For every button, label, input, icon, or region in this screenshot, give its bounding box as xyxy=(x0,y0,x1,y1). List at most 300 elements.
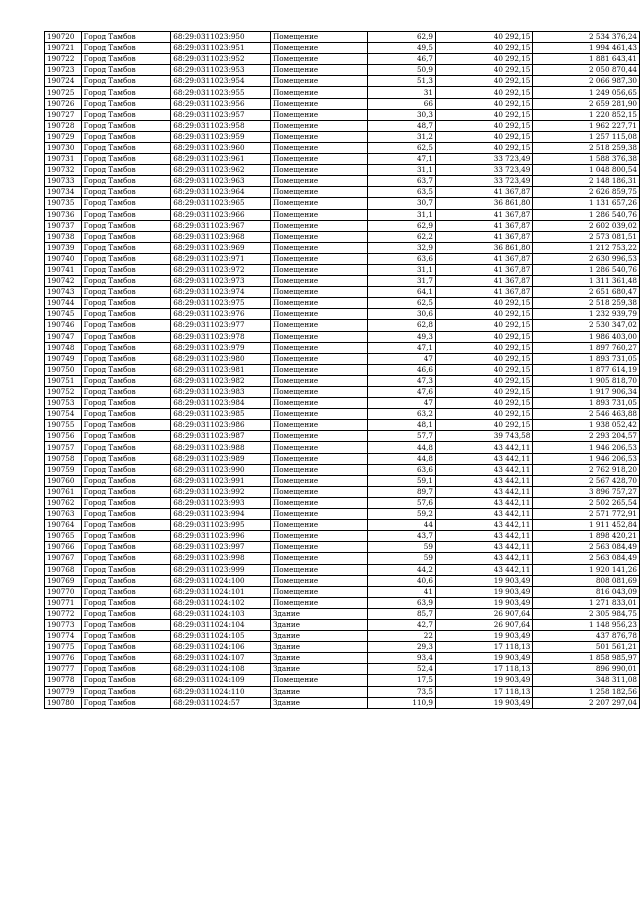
cadastral-number-cell: 68:29:0311023:956 xyxy=(171,98,271,109)
cadastral-value-cell: 348 311,08 xyxy=(533,675,640,686)
cadastral-value-cell: 2 546 463,88 xyxy=(533,409,640,420)
cadastral-value-cell: 2 534 376,24 xyxy=(533,32,640,43)
city-cell: Город Тамбов xyxy=(81,475,171,486)
area-cell: 57,6 xyxy=(368,497,436,508)
specific-value-cell: 40 292,15 xyxy=(435,120,532,131)
table-row xyxy=(45,220,640,231)
city-cell: Город Тамбов xyxy=(81,320,171,331)
row-number-cell: 190770 xyxy=(45,586,82,597)
table-row xyxy=(45,442,640,453)
city-cell: Город Тамбов xyxy=(81,65,171,76)
table-row xyxy=(45,76,640,87)
object-type-cell: Здание xyxy=(270,664,367,675)
city-cell: Город Тамбов xyxy=(81,298,171,309)
specific-value-cell: 17 118,13 xyxy=(435,686,532,697)
row-number-cell: 190737 xyxy=(45,220,82,231)
specific-value-cell: 19 903,49 xyxy=(435,631,532,642)
area-cell: 48,7 xyxy=(368,120,436,131)
object-type-cell: Помещение xyxy=(270,253,367,264)
city-cell: Город Тамбов xyxy=(81,675,171,686)
city-cell: Город Тамбов xyxy=(81,287,171,298)
row-number-cell: 190775 xyxy=(45,642,82,653)
object-type-cell: Помещение xyxy=(270,176,367,187)
city-cell: Город Тамбов xyxy=(81,686,171,697)
area-cell: 31,2 xyxy=(368,131,436,142)
cadastral-value-cell: 2 066 987,30 xyxy=(533,76,640,87)
specific-value-cell: 40 292,15 xyxy=(435,98,532,109)
object-type-cell: Здание xyxy=(270,686,367,697)
object-type-cell: Здание xyxy=(270,608,367,619)
area-cell: 62,5 xyxy=(368,142,436,153)
row-number-cell: 190777 xyxy=(45,664,82,675)
area-cell: 49,3 xyxy=(368,331,436,342)
table-row xyxy=(45,353,640,364)
city-cell: Город Тамбов xyxy=(81,387,171,398)
cadastral-number-cell: 68:29:0311023:986 xyxy=(171,420,271,431)
cadastral-number-cell: 68:29:0311023:954 xyxy=(171,76,271,87)
table-row xyxy=(45,187,640,198)
city-cell: Город Тамбов xyxy=(81,142,171,153)
specific-value-cell: 26 907,64 xyxy=(435,619,532,630)
table-row xyxy=(45,509,640,520)
row-number-cell: 190742 xyxy=(45,276,82,287)
object-type-cell: Помещение xyxy=(270,131,367,142)
table-row xyxy=(45,231,640,242)
city-cell: Город Тамбов xyxy=(81,32,171,43)
object-type-cell: Помещение xyxy=(270,142,367,153)
object-type-cell: Помещение xyxy=(270,586,367,597)
cadastral-value-cell: 3 896 757,27 xyxy=(533,486,640,497)
cadastral-number-cell: 68:29:0311024:103 xyxy=(171,608,271,619)
table-row xyxy=(45,242,640,253)
city-cell: Город Тамбов xyxy=(81,486,171,497)
specific-value-cell: 40 292,15 xyxy=(435,387,532,398)
cadastral-number-cell: 68:29:0311023:992 xyxy=(171,486,271,497)
object-type-cell: Помещение xyxy=(270,54,367,65)
city-cell: Город Тамбов xyxy=(81,231,171,242)
cadastral-value-cell: 437 876,78 xyxy=(533,631,640,642)
table-row xyxy=(45,420,640,431)
area-cell: 51,3 xyxy=(368,76,436,87)
cadastral-value-cell: 2 518 259,38 xyxy=(533,298,640,309)
cadastral-number-cell: 68:29:0311023:959 xyxy=(171,131,271,142)
area-cell: 44,2 xyxy=(368,564,436,575)
row-number-cell: 190767 xyxy=(45,553,82,564)
cadastral-number-cell: 68:29:0311023:968 xyxy=(171,231,271,242)
object-type-cell: Помещение xyxy=(270,309,367,320)
row-number-cell: 190723 xyxy=(45,65,82,76)
area-cell: 93,4 xyxy=(368,653,436,664)
cadastral-number-cell: 68:29:0311023:989 xyxy=(171,453,271,464)
city-cell: Город Тамбов xyxy=(81,664,171,675)
object-type-cell: Помещение xyxy=(270,475,367,486)
object-type-cell: Помещение xyxy=(270,486,367,497)
cadastral-number-cell: 68:29:0311023:998 xyxy=(171,553,271,564)
object-type-cell: Помещение xyxy=(270,120,367,131)
cadastral-number-cell: 68:29:0311023:972 xyxy=(171,264,271,275)
area-cell: 29,3 xyxy=(368,642,436,653)
cadastral-value-cell: 2 502 265,54 xyxy=(533,497,640,508)
area-cell: 47 xyxy=(368,398,436,409)
cadastral-value-cell: 1 271 833,01 xyxy=(533,597,640,608)
area-cell: 63,6 xyxy=(368,253,436,264)
cadastral-value-cell: 1 249 056,65 xyxy=(533,87,640,98)
object-type-cell: Помещение xyxy=(270,342,367,353)
city-cell: Город Тамбов xyxy=(81,264,171,275)
cadastral-value-cell: 1 897 760,27 xyxy=(533,342,640,353)
object-type-cell: Здание xyxy=(270,619,367,630)
cadastral-value-cell: 2 762 918,20 xyxy=(533,464,640,475)
cadastral-number-cell: 68:29:0311023:996 xyxy=(171,531,271,542)
object-type-cell: Помещение xyxy=(270,187,367,198)
cadastral-value-cell: 1 893 731,05 xyxy=(533,353,640,364)
cadastral-value-cell: 1 917 906,34 xyxy=(533,387,640,398)
row-number-cell: 190760 xyxy=(45,475,82,486)
cadastral-value-cell: 2 630 996,53 xyxy=(533,253,640,264)
specific-value-cell: 33 723,49 xyxy=(435,165,532,176)
cadastral-number-cell: 68:29:0311024:108 xyxy=(171,664,271,675)
city-cell: Город Тамбов xyxy=(81,209,171,220)
specific-value-cell: 40 292,15 xyxy=(435,409,532,420)
area-cell: 46,6 xyxy=(368,364,436,375)
table-row xyxy=(45,320,640,331)
cadastral-number-cell: 68:29:0311023:962 xyxy=(171,165,271,176)
cadastral-number-cell: 68:29:0311023:991 xyxy=(171,475,271,486)
specific-value-cell: 40 292,15 xyxy=(435,142,532,153)
specific-value-cell: 33 723,49 xyxy=(435,176,532,187)
area-cell: 22 xyxy=(368,631,436,642)
object-type-cell: Помещение xyxy=(270,287,367,298)
specific-value-cell: 40 292,15 xyxy=(435,331,532,342)
area-cell: 64,1 xyxy=(368,287,436,298)
object-type-cell: Помещение xyxy=(270,575,367,586)
cadastral-value-cell: 1 994 461,43 xyxy=(533,43,640,54)
table-row xyxy=(45,586,640,597)
cadastral-number-cell: 68:29:0311023:973 xyxy=(171,276,271,287)
row-number-cell: 190748 xyxy=(45,342,82,353)
city-cell: Город Тамбов xyxy=(81,43,171,54)
row-number-cell: 190780 xyxy=(45,697,82,708)
object-type-cell: Помещение xyxy=(270,264,367,275)
object-type-cell: Помещение xyxy=(270,276,367,287)
table-row xyxy=(45,387,640,398)
city-cell: Город Тамбов xyxy=(81,453,171,464)
city-cell: Город Тамбов xyxy=(81,442,171,453)
cadastral-number-cell: 68:29:0311023:950 xyxy=(171,32,271,43)
table-row xyxy=(45,54,640,65)
city-cell: Город Тамбов xyxy=(81,520,171,531)
area-cell: 41 xyxy=(368,586,436,597)
object-type-cell: Помещение xyxy=(270,497,367,508)
city-cell: Город Тамбов xyxy=(81,131,171,142)
cadastral-number-cell: 68:29:0311024:102 xyxy=(171,597,271,608)
cadastral-value-cell: 2 563 084,49 xyxy=(533,542,640,553)
specific-value-cell: 19 903,49 xyxy=(435,597,532,608)
cadastral-number-cell: 68:29:0311023:958 xyxy=(171,120,271,131)
city-cell: Город Тамбов xyxy=(81,54,171,65)
cadastral-number-cell: 68:29:0311024:101 xyxy=(171,586,271,597)
row-number-cell: 190750 xyxy=(45,364,82,375)
city-cell: Город Тамбов xyxy=(81,276,171,287)
object-type-cell: Помещение xyxy=(270,597,367,608)
cadastral-value-cell: 1 877 614,19 xyxy=(533,364,640,375)
cadastral-number-cell: 68:29:0311023:990 xyxy=(171,464,271,475)
table-row xyxy=(45,697,640,708)
row-number-cell: 190728 xyxy=(45,120,82,131)
city-cell: Город Тамбов xyxy=(81,497,171,508)
row-number-cell: 190771 xyxy=(45,597,82,608)
object-type-cell: Помещение xyxy=(270,353,367,364)
cadastral-value-cell: 1 920 141,26 xyxy=(533,564,640,575)
specific-value-cell: 43 442,11 xyxy=(435,553,532,564)
specific-value-cell: 43 442,11 xyxy=(435,520,532,531)
object-type-cell: Помещение xyxy=(270,420,367,431)
cadastral-number-cell: 68:29:0311023:952 xyxy=(171,54,271,65)
specific-value-cell: 19 903,49 xyxy=(435,697,532,708)
table-row xyxy=(45,120,640,131)
area-cell: 63,5 xyxy=(368,187,436,198)
row-number-cell: 190759 xyxy=(45,464,82,475)
table-row xyxy=(45,309,640,320)
city-cell: Город Тамбов xyxy=(81,420,171,431)
specific-value-cell: 43 442,11 xyxy=(435,442,532,453)
specific-value-cell: 40 292,15 xyxy=(435,43,532,54)
row-number-cell: 190751 xyxy=(45,375,82,386)
table-row xyxy=(45,276,640,287)
area-cell: 73,5 xyxy=(368,686,436,697)
cadastral-number-cell: 68:29:0311023:977 xyxy=(171,320,271,331)
specific-value-cell: 19 903,49 xyxy=(435,586,532,597)
table-row xyxy=(45,176,640,187)
row-number-cell: 190769 xyxy=(45,575,82,586)
cadastral-number-cell: 68:29:0311023:979 xyxy=(171,342,271,353)
area-cell: 50,9 xyxy=(368,65,436,76)
area-cell: 59,2 xyxy=(368,509,436,520)
cadastral-number-cell: 68:29:0311023:960 xyxy=(171,142,271,153)
cadastral-number-cell: 68:29:0311023:951 xyxy=(171,43,271,54)
table-row xyxy=(45,87,640,98)
table-row xyxy=(45,375,640,386)
cadastral-value-cell: 1 258 182,56 xyxy=(533,686,640,697)
cadastral-number-cell: 68:29:0311024:105 xyxy=(171,631,271,642)
row-number-cell: 190729 xyxy=(45,131,82,142)
area-cell: 32,9 xyxy=(368,242,436,253)
row-number-cell: 190758 xyxy=(45,453,82,464)
row-number-cell: 190727 xyxy=(45,109,82,120)
object-type-cell: Помещение xyxy=(270,198,367,209)
row-number-cell: 190726 xyxy=(45,98,82,109)
specific-value-cell: 40 292,15 xyxy=(435,309,532,320)
object-type-cell: Помещение xyxy=(270,431,367,442)
row-number-cell: 190774 xyxy=(45,631,82,642)
row-number-cell: 190765 xyxy=(45,531,82,542)
city-cell: Город Тамбов xyxy=(81,220,171,231)
table-row xyxy=(45,131,640,142)
table-row xyxy=(45,398,640,409)
row-number-cell: 190743 xyxy=(45,287,82,298)
area-cell: 30,3 xyxy=(368,109,436,120)
city-cell: Город Тамбов xyxy=(81,575,171,586)
specific-value-cell: 17 118,13 xyxy=(435,664,532,675)
specific-value-cell: 40 292,15 xyxy=(435,65,532,76)
area-cell: 62,5 xyxy=(368,298,436,309)
area-cell: 31,1 xyxy=(368,165,436,176)
cadastral-value-cell: 2 050 870,44 xyxy=(533,65,640,76)
cadastral-value-cell: 2 659 281,90 xyxy=(533,98,640,109)
cadastral-number-cell: 68:29:0311024:100 xyxy=(171,575,271,586)
cadastral-value-cell: 1 286 540,76 xyxy=(533,264,640,275)
specific-value-cell: 43 442,11 xyxy=(435,542,532,553)
specific-value-cell: 40 292,15 xyxy=(435,320,532,331)
row-number-cell: 190733 xyxy=(45,176,82,187)
table-row xyxy=(45,553,640,564)
cadastral-value-cell: 1 946 206,53 xyxy=(533,453,640,464)
specific-value-cell: 40 292,15 xyxy=(435,76,532,87)
row-number-cell: 190724 xyxy=(45,76,82,87)
cadastral-value-cell: 1 131 657,26 xyxy=(533,198,640,209)
city-cell: Город Тамбов xyxy=(81,398,171,409)
row-number-cell: 190740 xyxy=(45,253,82,264)
cadastral-value-cell: 2 626 859,75 xyxy=(533,187,640,198)
city-cell: Город Тамбов xyxy=(81,631,171,642)
cadastral-number-cell: 68:29:0311023:983 xyxy=(171,387,271,398)
object-type-cell: Помещение xyxy=(270,43,367,54)
area-cell: 30,6 xyxy=(368,309,436,320)
area-cell: 47 xyxy=(368,353,436,364)
row-number-cell: 190720 xyxy=(45,32,82,43)
cadastral-number-cell: 68:29:0311023:965 xyxy=(171,198,271,209)
object-type-cell: Помещение xyxy=(270,387,367,398)
table-row xyxy=(45,520,640,531)
cadastral-value-cell: 1 220 852,15 xyxy=(533,109,640,120)
object-type-cell: Помещение xyxy=(270,98,367,109)
cadastral-number-cell: 68:29:0311023:975 xyxy=(171,298,271,309)
table-row xyxy=(45,653,640,664)
row-number-cell: 190734 xyxy=(45,187,82,198)
object-type-cell: Помещение xyxy=(270,209,367,220)
area-cell: 59,1 xyxy=(368,475,436,486)
row-number-cell: 190731 xyxy=(45,154,82,165)
cadastral-number-cell: 68:29:0311023:964 xyxy=(171,187,271,198)
area-cell: 63,9 xyxy=(368,597,436,608)
city-cell: Город Тамбов xyxy=(81,553,171,564)
object-type-cell: Помещение xyxy=(270,154,367,165)
object-type-cell: Помещение xyxy=(270,442,367,453)
cadastral-value-cell: 896 990,01 xyxy=(533,664,640,675)
city-cell: Город Тамбов xyxy=(81,154,171,165)
area-cell: 47,6 xyxy=(368,387,436,398)
cadastral-number-cell: 68:29:0311023:997 xyxy=(171,542,271,553)
specific-value-cell: 26 907,64 xyxy=(435,608,532,619)
object-type-cell: Помещение xyxy=(270,32,367,43)
specific-value-cell: 19 903,49 xyxy=(435,675,532,686)
row-number-cell: 190755 xyxy=(45,420,82,431)
object-type-cell: Помещение xyxy=(270,409,367,420)
object-type-cell: Помещение xyxy=(270,109,367,120)
city-cell: Город Тамбов xyxy=(81,597,171,608)
table-row xyxy=(45,608,640,619)
table-row xyxy=(45,209,640,220)
table-row xyxy=(45,664,640,675)
table-row xyxy=(45,564,640,575)
table-row xyxy=(45,486,640,497)
area-cell: 43,7 xyxy=(368,531,436,542)
row-number-cell: 190772 xyxy=(45,608,82,619)
area-cell: 85,7 xyxy=(368,608,436,619)
table-row xyxy=(45,364,640,375)
specific-value-cell: 40 292,15 xyxy=(435,54,532,65)
area-cell: 89,7 xyxy=(368,486,436,497)
cadastral-number-cell: 68:29:0311023:978 xyxy=(171,331,271,342)
object-type-cell: Здание xyxy=(270,631,367,642)
specific-value-cell: 41 367,87 xyxy=(435,187,532,198)
specific-value-cell: 41 367,87 xyxy=(435,287,532,298)
area-cell: 42,7 xyxy=(368,619,436,630)
object-type-cell: Здание xyxy=(270,642,367,653)
row-number-cell: 190736 xyxy=(45,209,82,220)
city-cell: Город Тамбов xyxy=(81,198,171,209)
specific-value-cell: 40 292,15 xyxy=(435,298,532,309)
area-cell: 31,7 xyxy=(368,276,436,287)
object-type-cell: Помещение xyxy=(270,453,367,464)
row-number-cell: 190738 xyxy=(45,231,82,242)
object-type-cell: Помещение xyxy=(270,65,367,76)
row-number-cell: 190753 xyxy=(45,398,82,409)
table-row xyxy=(45,253,640,264)
table-row xyxy=(45,409,640,420)
area-cell: 63,2 xyxy=(368,409,436,420)
specific-value-cell: 17 118,13 xyxy=(435,642,532,653)
cadastral-number-cell: 68:29:0311023:980 xyxy=(171,353,271,364)
object-type-cell: Помещение xyxy=(270,398,367,409)
cadastral-number-cell: 68:29:0311024:57 xyxy=(171,697,271,708)
row-number-cell: 190749 xyxy=(45,353,82,364)
specific-value-cell: 40 292,15 xyxy=(435,87,532,98)
specific-value-cell: 41 367,87 xyxy=(435,264,532,275)
row-number-cell: 190744 xyxy=(45,298,82,309)
specific-value-cell: 43 442,11 xyxy=(435,564,532,575)
cadastral-value-cell: 1 938 052,42 xyxy=(533,420,640,431)
table-row xyxy=(45,453,640,464)
table-row xyxy=(45,287,640,298)
city-cell: Город Тамбов xyxy=(81,642,171,653)
row-number-cell: 190757 xyxy=(45,442,82,453)
cadastral-value-cell: 1 905 818,70 xyxy=(533,375,640,386)
cadastral-number-cell: 68:29:0311024:110 xyxy=(171,686,271,697)
object-type-cell: Помещение xyxy=(270,242,367,253)
cadastral-value-cell: 2 293 204,57 xyxy=(533,431,640,442)
area-cell: 46,7 xyxy=(368,54,436,65)
object-type-cell: Здание xyxy=(270,697,367,708)
table-row xyxy=(45,154,640,165)
table-row xyxy=(45,32,640,43)
city-cell: Город Тамбов xyxy=(81,431,171,442)
city-cell: Город Тамбов xyxy=(81,342,171,353)
cadastral-value-cell: 1 212 753,22 xyxy=(533,242,640,253)
city-cell: Город Тамбов xyxy=(81,586,171,597)
object-type-cell: Помещение xyxy=(270,220,367,231)
row-number-cell: 190722 xyxy=(45,54,82,65)
area-cell: 48,1 xyxy=(368,420,436,431)
specific-value-cell: 40 292,15 xyxy=(435,109,532,120)
row-number-cell: 190778 xyxy=(45,675,82,686)
city-cell: Город Тамбов xyxy=(81,176,171,187)
area-cell: 63,7 xyxy=(368,176,436,187)
specific-value-cell: 41 367,87 xyxy=(435,209,532,220)
cadastral-number-cell: 68:29:0311024:107 xyxy=(171,653,271,664)
area-cell: 31,1 xyxy=(368,209,436,220)
specific-value-cell: 43 442,11 xyxy=(435,509,532,520)
